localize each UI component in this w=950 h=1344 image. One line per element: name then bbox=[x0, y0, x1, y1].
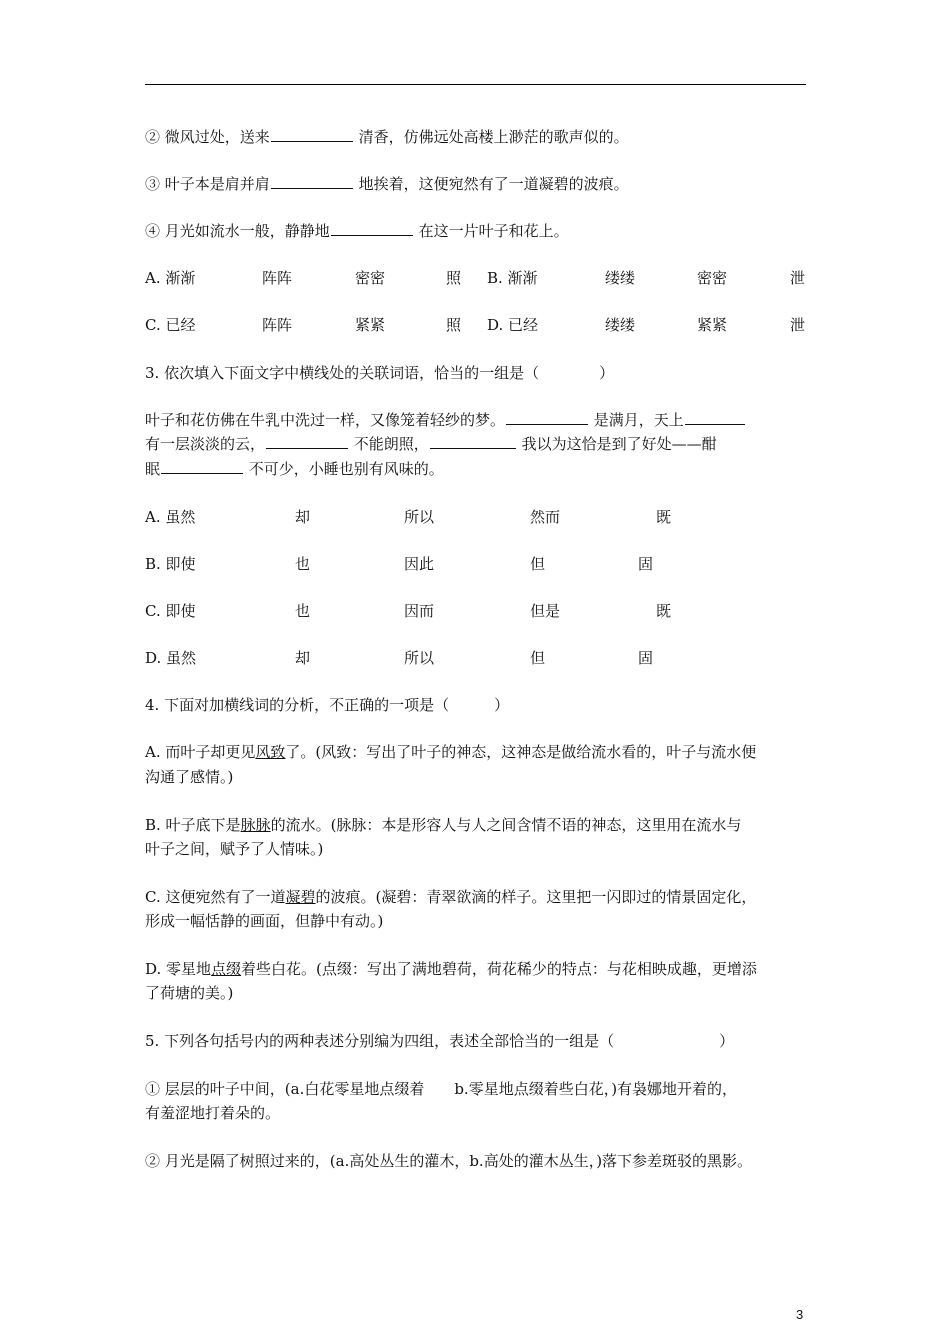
fill-blank[interactable] bbox=[161, 458, 243, 474]
q3-stem: 3. 依次填入下面文字中横线处的关联词语，恰当的一组是（ ） bbox=[145, 364, 615, 382]
page-number: 3 bbox=[796, 1307, 804, 1322]
q2-item-4: ④ 月光如流水一般，静静地 在这一片叶子和花上。 bbox=[145, 222, 569, 240]
q2-item-3: ③ 叶子本是肩并肩 地挨着，这便宛然有了一道凝碧的波痕。 bbox=[145, 175, 629, 193]
header-rule bbox=[145, 84, 806, 85]
underlined-word: 凝碧 bbox=[285, 888, 316, 906]
underlined-word: 脉脉 bbox=[240, 816, 271, 834]
q5-item-1-cont: 有羞涩地打着朵的。 bbox=[145, 1104, 281, 1122]
fill-blank[interactable] bbox=[331, 220, 413, 236]
q5-item-1: ① 层层的叶子中间，(a.白花零星地点缀着 b.零星地点缀着些白花，)有袅娜地开着的， bbox=[145, 1080, 738, 1098]
q3-passage-line1: 叶子和花仿佛在牛乳中洗过一样，又像笼着轻纱的梦。 是满月，天上 bbox=[145, 409, 746, 431]
underlined-word: 点缀 bbox=[211, 960, 242, 978]
q3-passage-line2: 有一层淡淡的云， 不能朗照， 我以为这恰是到了好处——酣 bbox=[145, 435, 717, 453]
fill-blank[interactable] bbox=[506, 409, 588, 425]
q2-item-2: ② 微风过处，送来 清香，仿佛远处高楼上渺茫的歌声似的。 bbox=[145, 128, 629, 146]
fill-blank[interactable] bbox=[685, 409, 745, 425]
fill-blank[interactable] bbox=[430, 433, 516, 449]
fill-blank[interactable] bbox=[271, 173, 353, 189]
underlined-word: 风致 bbox=[255, 743, 286, 761]
q4-stem: 4. 下面对加横线词的分析，不正确的一项是（ ） bbox=[145, 696, 510, 714]
fill-blank[interactable] bbox=[271, 126, 353, 142]
q5-stem: 5. 下列各句括号内的两种表述分别编为四组，表述全部恰当的一组是（ ） bbox=[145, 1032, 735, 1050]
fill-blank[interactable] bbox=[266, 433, 348, 449]
q3-passage-line3: 眠 不可少，小睡也别有风味的。 bbox=[145, 460, 444, 478]
q5-item-2: ② 月光是隔了树照过来的，(a.高处丛生的灌木，b.高处的灌木丛生，)落下参差斑驳的黑影。 bbox=[145, 1152, 753, 1170]
